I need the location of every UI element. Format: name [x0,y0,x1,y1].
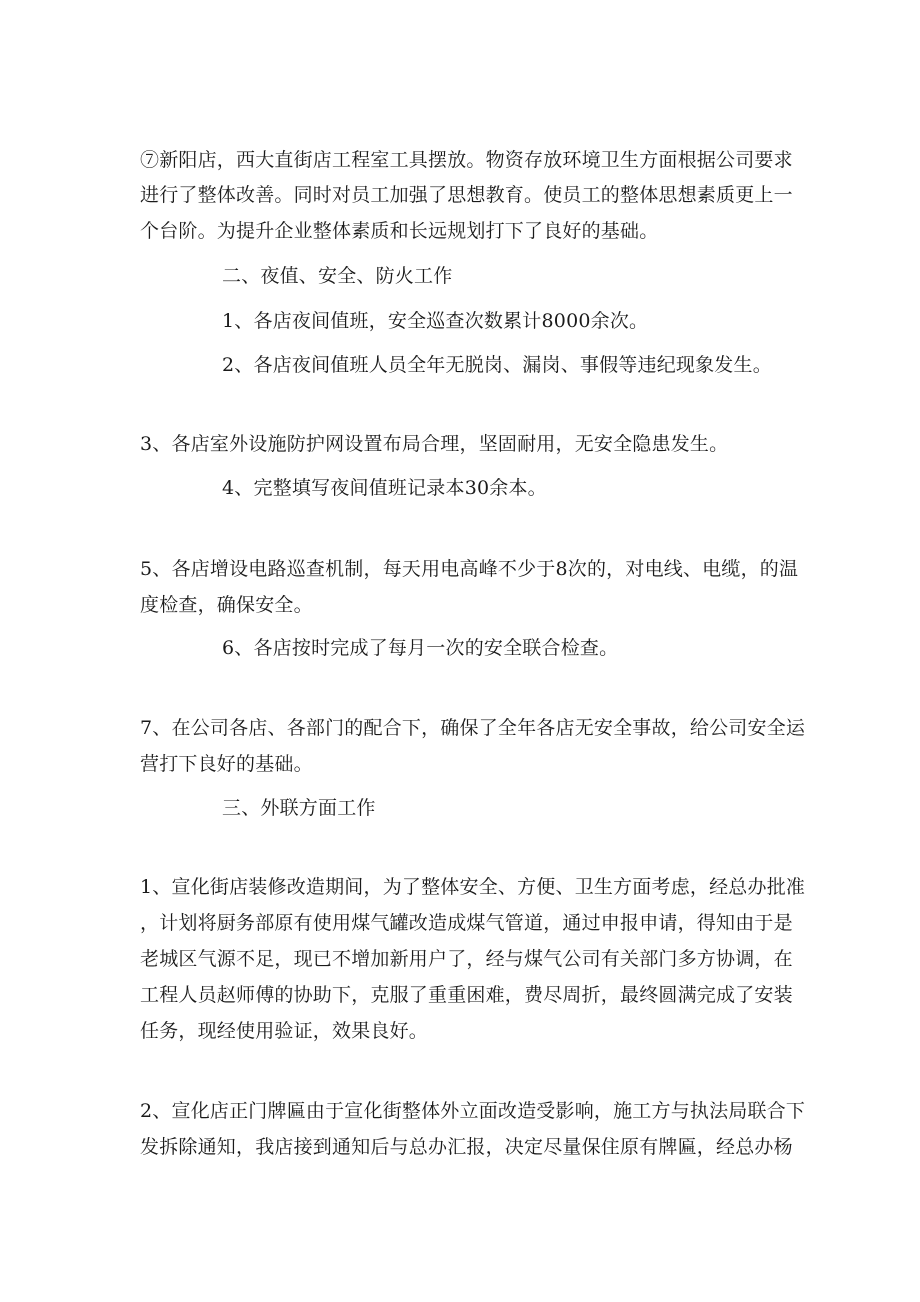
list-item-continuation: 营打下良好的基础。 [140,753,313,775]
list-item: 2、各店夜间值班人员全年无脱岗、漏岗、事假等违纪现象发生。 [222,354,772,376]
list-item: 1、各店夜间值班，安全巡查次数累计8000余次。 [222,310,649,332]
paragraph-line: ⑦新阳店，西大直街店工程室工具摆放。物资存放环境卫生方面根据公司要求 [140,149,793,171]
list-item: 7、在公司各店、各部门的配合下，确保了全年各店无安全事故，给公司安全运 [140,717,806,739]
list-item-continuation: 发拆除通知，我店接到通知后与总办汇报，决定尽量保住原有牌匾，经总办杨 [140,1136,793,1158]
paragraph-line: 个台阶。为提升企业整体素质和长远规划打下了良好的基础。 [140,220,659,242]
section-heading-2: 二、夜值、安全、防火工作 [222,265,453,287]
section-heading-3: 三、外联方面工作 [222,797,376,819]
list-item: 6、各店按时完成了每月一次的安全联合检查。 [222,637,619,659]
paragraph-line: 进行了整体改善。同时对员工加强了思想教育。使员工的整体思想素质更上一 [140,184,793,206]
list-item-continuation: 老城区气源不足，现已不增加新用户了，经与煤气公司有关部门多方协调，在 [140,948,793,970]
list-item: 3、各店室外设施防护网设置布局合理，坚固耐用，无安全隐患发生。 [140,433,729,455]
list-item: 1、宣化街店装修改造期间，为了整体安全、方便、卫生方面考虑，经总办批准 [140,876,806,898]
list-item: 2、宣化店正门牌匾由于宣化街整体外立面改造受影响，施工方与执法局联合下 [140,1100,806,1122]
list-item-continuation: 度检查，确保安全。 [140,594,313,616]
list-item: 5、各店增设电路巡查机制，每天用电高峰不少于8次的，对电线、电缆，的温 [140,558,799,580]
list-item: 4、完整填写夜间值班记录本30余本。 [222,477,547,499]
list-item-continuation: ，计划将厨务部原有使用煤气罐改造成煤气管道，通过申报申请，得知由于是 [140,912,793,934]
list-item-continuation: 工程人员赵师傅的协助下，克服了重重困难，费尽周折，最终圆满完成了安装 [140,984,793,1006]
list-item-continuation: 任务，现经使用验证，效果良好。 [140,1020,429,1042]
